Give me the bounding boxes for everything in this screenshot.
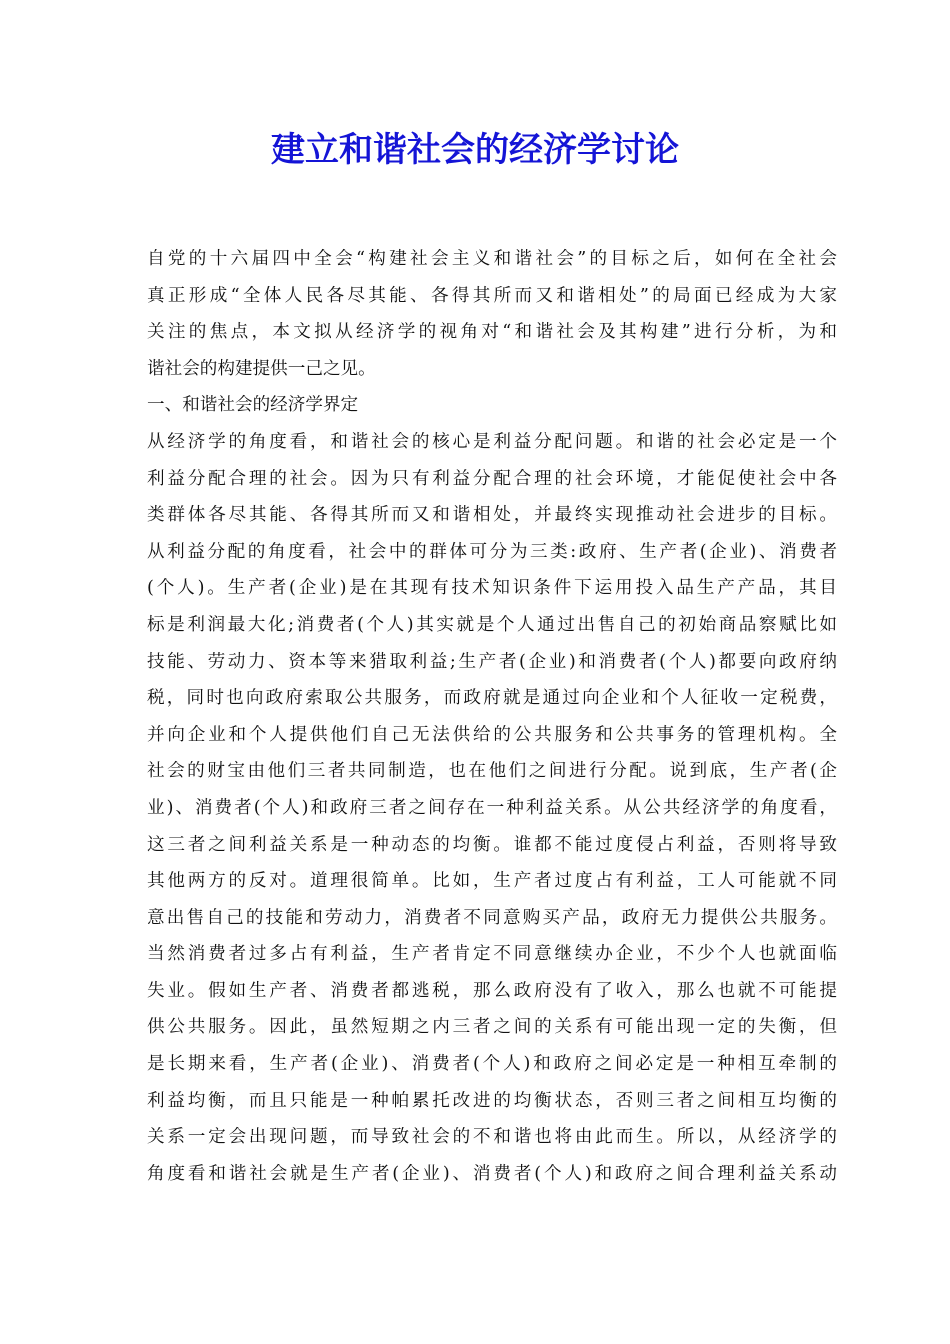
body-text-line: 意出售自己的技能和劳动力，消费者不同意购买产品，政府无力提供公共服务。: [147, 907, 837, 928]
body-text-line: 并向企业和个人提供他们自己无法供给的公共服务和公共事务的管理机构。全: [147, 724, 837, 745]
body-text-line: 谐社会的构建提供一己之见。: [147, 358, 376, 379]
body-text-line: 业)、消费者(个人)和政府三者之间存在一种利益关系。从公共经济学的角度看，: [147, 797, 837, 818]
body-text-line: 标是利润最大化;消费者(个人)其实就是个人通过出售自己的初始商品察赋比如: [147, 614, 837, 635]
body-text-line: 一、和谐社会的经济学界定: [147, 395, 359, 416]
body-text-line: 角度看和谐社会就是生产者(企业)、消费者(个人)和政府之间合理利益关系动: [147, 1163, 837, 1184]
body-text-line: 类群体各尽其能、各得其所而又和谐相处，并最终实现推动社会进步的目标。: [147, 505, 837, 526]
document-body: [147, 241, 837, 1192]
body-text-line: 这三者之间利益关系是一种动态的均衡。谁都不能过度侵占利益，否则将导致: [147, 834, 837, 855]
body-text-line: 失业。假如生产者、消费者都逃税，那么政府没有了收入，那么也就不可能提: [147, 980, 837, 1001]
body-text-line: 真正形成“全体人民各尽其能、各得其所而又和谐相处”的局面已经成为大家: [147, 285, 837, 306]
body-text-line: 利益分配合理的社会。因为只有利益分配合理的社会环境，才能促使社会中各: [147, 468, 837, 489]
body-text-line: 关注的焦点，本文拟从经济学的视角对“和谐社会及其构建”进行分析，为和: [147, 322, 837, 343]
body-text-line: 关系一定会出现问题，而导致社会的不和谐也将由此而生。所以，从经济学的: [147, 1127, 837, 1148]
body-text-line: 税，同时也向政府索取公共服务，而政府就是通过向企业和个人征收一定税费，: [147, 688, 837, 709]
body-text-line: 利益均衡，而且只能是一种帕累托改进的均衡状态，否则三者之间相互均衡的: [147, 1090, 837, 1111]
body-text-line: (个人)。生产者(企业)是在其现有技术知识条件下运用投入品生产产品，其目: [147, 578, 837, 599]
body-text-line: 技能、劳动力、资本等来猎取利益;生产者(企业)和消费者(个人)都要向政府纳: [147, 651, 837, 672]
body-text-line: 当然消费者过多占有利益，生产者肯定不同意继续办企业，不少个人也就面临: [147, 944, 837, 965]
body-text-line: 从利益分配的角度看，社会中的群体可分为三类:政府、生产者(企业)、消费者: [147, 541, 837, 562]
body-text-line: 从经济学的角度看，和谐社会的核心是利益分配问题。和谐的社会必定是一个: [147, 431, 837, 452]
body-text-line: 自党的十六届四中全会“构建社会主义和谐社会”的目标之后，如何在全社会: [147, 249, 837, 269]
body-text-line: 其他两方的反对。道理很简单。比如，生产者过度占有利益，工人可能就不同: [147, 871, 837, 892]
body-text-line: 社会的财宝由他们三者共同制造，也在他们之间进行分配。说到底，生产者(企: [147, 761, 837, 782]
document-title: 建立和谐社会的经济学讨论: [271, 130, 679, 170]
body-text-line: 是长期来看，生产者(企业)、消费者(个人)和政府之间必定是一种相互牵制的: [147, 1054, 837, 1075]
body-text-line: 供公共服务。因此，虽然短期之内三者之间的关系有可能出现一定的失衡，但: [147, 1017, 837, 1038]
